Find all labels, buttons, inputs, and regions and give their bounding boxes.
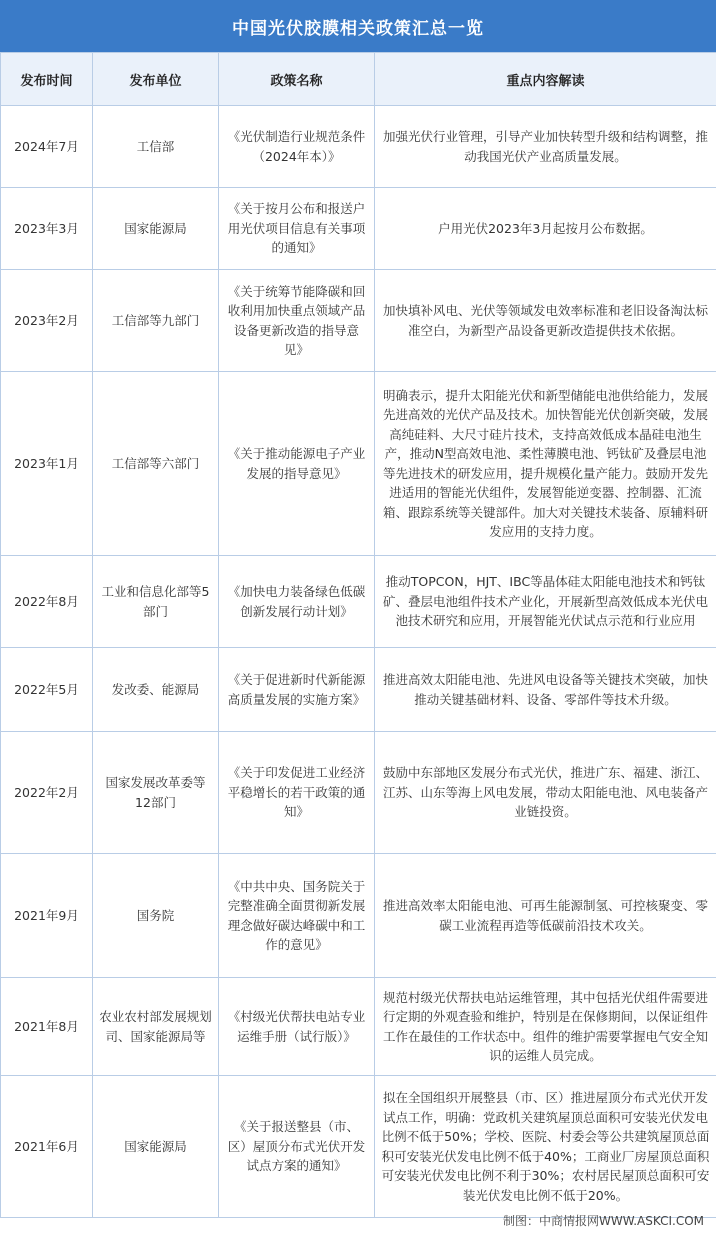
cell-unit: 工业和信息化部等5部门 (93, 556, 219, 648)
cell-policy-name: 《中共中央、国务院关于完整准确全面贯彻新发展理念做好碳达峰碳中和工作的意见》 (219, 854, 375, 978)
cell-summary: 明确表示，提升太阳能光伏和新型储能电池供给能力，发展先进高效的光伏产品及技术。加快智能光伏创新突破，发展高纯硅料、大尺寸硅片技术，支持高效低成本晶硅电池生产，推动N型高效电池、柔性薄膜电池、钙钛矿及叠层电池等先进技术的研发应用，提升规模化量产能力。鼓励开发先进适用的智能光伏组件，发展智能逆变器、控制器、汇流箱、跟踪系统等关键部件。加大对关键技术装备、原辅料研发应用的支持力度。 (375, 372, 716, 556)
cell-policy-name: 《加快电力装备绿色低碳创新发展行动计划》 (219, 556, 375, 648)
cell-policy-name: 《关于统筹节能降碳和回收利用加快重点领域产品设备更新改造的指导意见》 (219, 270, 375, 372)
cell-unit: 工信部 (93, 106, 219, 188)
cell-summary: 户用光伏2023年3月起按月公布数据。 (375, 188, 716, 270)
cell-summary: 鼓励中东部地区发展分布式光伏，推进广东、福建、浙江、江苏、山东等海上风电发展，带动太阳能电池、风电装备产业链投资。 (375, 732, 716, 854)
cell-unit: 工信部等六部门 (93, 372, 219, 556)
cell-summary: 推进高效太阳能电池、先进风电设备等关键技术突破，加快推动关键基础材料、设备、零部件等技术升级。 (375, 648, 716, 732)
cell-unit: 国家能源局 (93, 1076, 219, 1218)
cell-unit: 国务院 (93, 854, 219, 978)
table-row (1, 732, 716, 854)
cell-date: 2024年7月 (1, 106, 93, 188)
table-row (1, 556, 716, 648)
cell-date: 2022年8月 (1, 556, 93, 648)
cell-summary: 拟在全国组织开展整县（市、区）推进屋顶分布式光伏开发试点工作，明确：党政机关建筑屋顶总面积可安装光伏发电比例不低于50%；学校、医院、村委会等公共建筑屋顶总面积可安装光伏发电比例不低于40%；工商业厂房屋顶总面积可安装光伏发电比例不利于30%；农村居民屋顶总面积可安装光伏发电比例不低于20%。 (375, 1076, 716, 1218)
cell-date: 2023年3月 (1, 188, 93, 270)
table-row (1, 106, 716, 188)
cell-policy-name: 《光伏制造行业规范条件（2024年本）》 (219, 106, 375, 188)
cell-summary: 推动TOPCON，HJT、IBC等晶体硅太阳能电池技术和钙钛矿、叠层电池组件技术产业化，开展新型高效低成本光伏电池技术研究和应用，开展智能光伏试点示范和行业应用 (375, 556, 716, 648)
cell-policy-name: 《关于印发促进工业经济平稳增长的若干政策的通知》 (219, 732, 375, 854)
cell-unit: 国家能源局 (93, 188, 219, 270)
cell-unit: 工信部等九部门 (93, 270, 219, 372)
cell-date: 2021年6月 (1, 1076, 93, 1218)
cell-policy-name: 《关于促进新时代新能源高质量发展的实施方案》 (219, 648, 375, 732)
table-row (1, 1076, 716, 1218)
table-row (1, 372, 716, 556)
cell-policy-name: 《关于报送整县（市、区）屋顶分布式光伏开发试点方案的通知》 (219, 1076, 375, 1218)
cell-summary: 推进高效率太阳能电池、可再生能源制氢、可控核聚变、零碳工业流程再造等低碳前沿技术攻关。 (375, 854, 716, 978)
header-date: 发布时间 (1, 53, 93, 106)
header-unit: 发布单位 (93, 53, 219, 106)
cell-summary: 加快填补风电、光伏等领域发电效率标准和老旧设备淘汰标准空白，为新型产品设备更新改造提供技术依据。 (375, 270, 716, 372)
table-row (1, 648, 716, 732)
cell-date: 2022年2月 (1, 732, 93, 854)
table-row (1, 270, 716, 372)
cell-summary: 规范村级光伏帮扶电站运维管理，其中包括光伏组件需要进行定期的外观查验和维护，特别是在保修期间，以保证组件工作在最佳的工作状态中。组件的维护需要掌握电气安全知识的运维人员完成。 (375, 978, 716, 1076)
cell-date: 2023年2月 (1, 270, 93, 372)
cell-summary: 加强光伏行业管理，引导产业加快转型升级和结构调整，推动我国光伏产业高质量发展。 (375, 106, 716, 188)
cell-date: 2023年1月 (1, 372, 93, 556)
cell-unit: 国家发展改革委等12部门 (93, 732, 219, 854)
header-name: 政策名称 (219, 53, 375, 106)
table-row (1, 978, 716, 1076)
cell-date: 2021年9月 (1, 854, 93, 978)
policy-table (0, 52, 716, 1218)
cell-unit: 发改委、能源局 (93, 648, 219, 732)
header-row (1, 53, 716, 106)
cell-policy-name: 《关于推动能源电子产业发展的指导意见》 (219, 372, 375, 556)
cell-policy-name: 《关于按月公布和报送户用光伏项目信息有关事项的通知》 (219, 188, 375, 270)
cell-date: 2022年5月 (1, 648, 93, 732)
cell-date: 2021年8月 (1, 978, 93, 1076)
cell-unit: 农业农村部发展规划司、国家能源局等 (93, 978, 219, 1076)
cell-policy-name: 《村级光伏帮扶电站专业运维手册（试行版）》 (219, 978, 375, 1076)
header-summary: 重点内容解读 (375, 53, 716, 106)
table-row (1, 188, 716, 270)
page-title: 中国光伏胶膜相关政策汇总一览 (0, 0, 716, 52)
source-credit: 制图：中商情报网WWW.ASKCI.COM (503, 1214, 704, 1228)
table-row (1, 854, 716, 978)
